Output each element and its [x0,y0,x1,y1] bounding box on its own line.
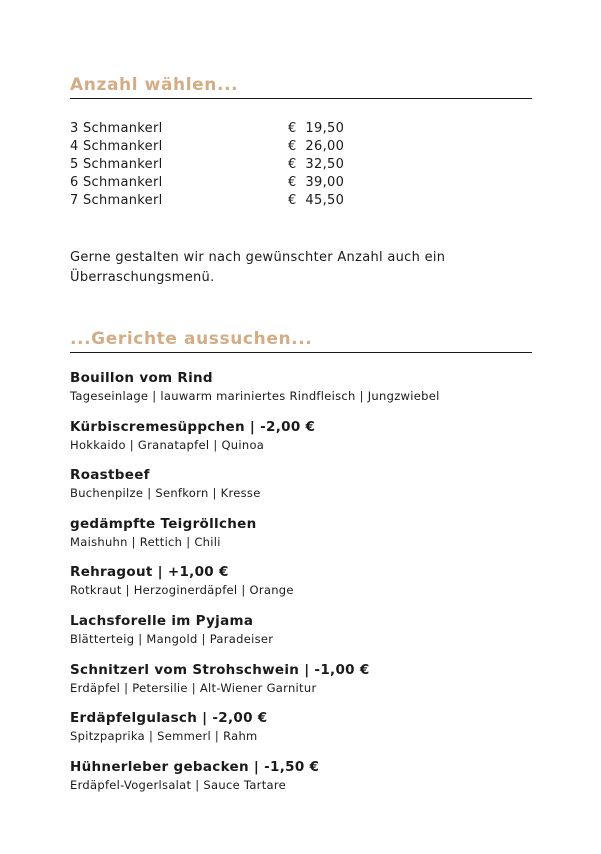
dish-item [70,758,532,807]
price-row-quantity: 6 Schmankerl [70,175,163,190]
dish-description: Tageseinlage | lauwarm mariniertes Rindfleisch | Jungzwiebel [70,389,440,403]
price-row-quantity: 5 Schmankerl [70,157,163,172]
dish-item [70,661,532,710]
price-row [70,156,370,174]
dish-description: Spitzpaprika | Semmerl | Rahm [70,729,258,744]
section-title-dishes: ...Gerichte aussuchen... [70,329,532,353]
dish-name: Kürbiscremesüppchen | -2,00 € [70,418,316,435]
dish-name: Erdäpfelgulasch | -2,00 € [70,710,268,727]
dish-item [70,466,532,515]
dish-item [70,612,532,661]
surprise-menu-note: Gerne gestalten wir nach gewünschter Anzahl auch ein Überraschungsmenü. [70,250,446,285]
dish-description: Hokkaido | Granatapfel | Quinoa [70,437,265,452]
dish-description: Buchenpilze | Senfkorn | Kresse [70,486,261,501]
section-title-quantity: Anzahl wählen... [70,75,532,99]
dish-item [70,709,532,758]
dish-list [70,369,532,806]
price-table [70,120,370,210]
price-row-quantity: 4 Schmankerl [70,139,163,154]
price-row-price: € 19,50 [288,121,345,136]
dish-item [70,369,532,418]
dish-description: Erdäpfel-Vogerlsalat | Sauce Tartare [70,777,287,792]
dish-name: Bouillon vom Rind [70,370,213,386]
dish-description: Erdäpfel | Petersilie | Alt-Wiener Garnitur [70,680,317,695]
dish-name: gedämpfte Teigröllchen [70,515,257,532]
dish-name: Schnitzerl vom Strohschwein | -1,00 € [70,661,370,678]
price-row [70,120,370,138]
price-row-price: € 45,50 [288,193,345,208]
dish-item [70,515,532,564]
dish-item [70,563,532,612]
price-row-quantity: 3 Schmankerl [70,121,163,136]
dish-name: Hühnerleber gebacken | -1,50 € [70,758,320,775]
price-row [70,174,370,192]
dish-name: Rehragout | +1,00 € [70,564,229,581]
dish-description: Blätterteig | Mangold | Paradeiser [70,631,274,646]
price-row-price: € 39,00 [288,175,345,190]
price-row-price: € 32,50 [288,157,345,172]
dish-name: Roastbeef [70,467,150,484]
dish-description: Maishuhn | Rettich | Chili [70,534,221,549]
price-row-price: € 26,00 [288,139,345,154]
price-row-quantity: 7 Schmankerl [70,193,163,208]
price-row [70,192,370,210]
price-row [70,138,370,156]
dish-description: Rotkraut | Herzoginerdäpfel | Orange [70,583,294,598]
dish-item [70,418,532,467]
dish-name: Lachsforelle im Pyjama [70,612,254,629]
